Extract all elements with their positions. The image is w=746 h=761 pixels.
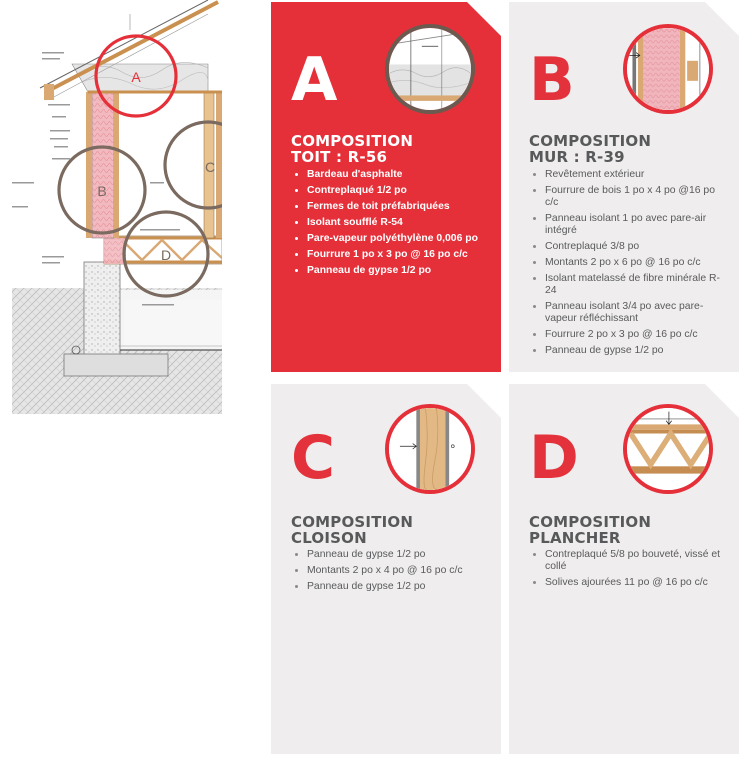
card-floor — [509, 384, 739, 754]
heading-line-1: COMPOSITION — [291, 132, 414, 150]
list-item: • Panneau isolant 3/4 po avec pare-vapeur réfléchissant — [545, 301, 725, 325]
card-letter: A — [291, 45, 337, 115]
svg-text:D: D — [160, 247, 172, 263]
list-item: • Isolant matelassé de fibre minérale R-24 — [545, 273, 725, 297]
heading-line-2: CLOISON — [291, 529, 367, 547]
composition-list — [529, 169, 725, 361]
list-item: • Montants 2 po x 6 po @ 16 po c/c — [545, 257, 725, 269]
list-item: • Isolant soufflé R-54 — [307, 217, 487, 229]
list-item: • Panneau de gypse 1/2 po — [545, 345, 725, 357]
list-item: • Pare-vapeur polyéthylène 0,006 po — [307, 233, 487, 245]
svg-text:B: B — [97, 183, 107, 199]
card-letter: B — [529, 45, 574, 115]
list-item: • Solives ajourées 11 po @ 16 po c/c — [545, 577, 725, 589]
composition-list — [529, 549, 725, 593]
list-item: • Bardeau d'asphalte — [307, 169, 487, 181]
list-item: • Fourrure 1 po x 3 po @ 16 po c/c — [307, 249, 487, 261]
roof-detail-illustration — [385, 24, 475, 114]
list-item: • Panneau de gypse 1/2 po — [307, 549, 487, 561]
card-heading — [529, 133, 651, 165]
list-item: • Fourrure 2 po x 3 po @ 16 po c/c — [545, 329, 725, 341]
card-wall — [509, 2, 739, 372]
card-heading — [291, 514, 413, 546]
card-letter: D — [529, 423, 578, 493]
heading-line-1: COMPOSITION — [529, 513, 652, 531]
list-item: • Contreplaqué 1/2 po — [307, 185, 487, 197]
card-heading — [529, 514, 651, 546]
partition-detail-illustration — [385, 404, 475, 494]
composition-list — [291, 549, 487, 597]
floor-detail-illustration — [623, 404, 713, 494]
list-item: • Contreplaqué 5/8 po bouveté, vissé et collé — [545, 549, 725, 573]
list-item: • Panneau isolant 1 po avec pare-air intégré — [545, 213, 725, 237]
wall-detail-illustration — [623, 24, 713, 114]
heading-line-1: COMPOSITION — [291, 513, 414, 531]
heading-line-2: MUR : R-39 — [529, 148, 625, 166]
list-item: • Montants 2 po x 4 po @ 16 po c/c — [307, 565, 487, 577]
card-partition — [271, 384, 501, 754]
card-roof — [271, 2, 501, 372]
list-item: • Fermes de toit préfabriquées — [307, 201, 487, 213]
list-item: • Panneau de gypse 1/2 po — [307, 265, 487, 277]
list-item: • Contreplaqué 3/8 po — [545, 241, 725, 253]
svg-text:A: A — [131, 69, 141, 85]
svg-text:C: C — [204, 159, 216, 175]
heading-line-1: COMPOSITION — [529, 132, 652, 150]
cross-section-drawing — [12, 0, 222, 414]
list-item: • Revêtement extérieur — [545, 169, 725, 181]
list-item: • Fourrure de bois 1 po x 4 po @16 po c/c — [545, 185, 725, 209]
heading-line-2: PLANCHER — [529, 529, 621, 547]
card-letter: C — [291, 423, 335, 493]
composition-list — [291, 169, 487, 281]
heading-line-2: TOIT : R-56 — [291, 148, 388, 166]
list-item: • Panneau de gypse 1/2 po — [307, 581, 487, 593]
card-heading — [291, 133, 413, 165]
